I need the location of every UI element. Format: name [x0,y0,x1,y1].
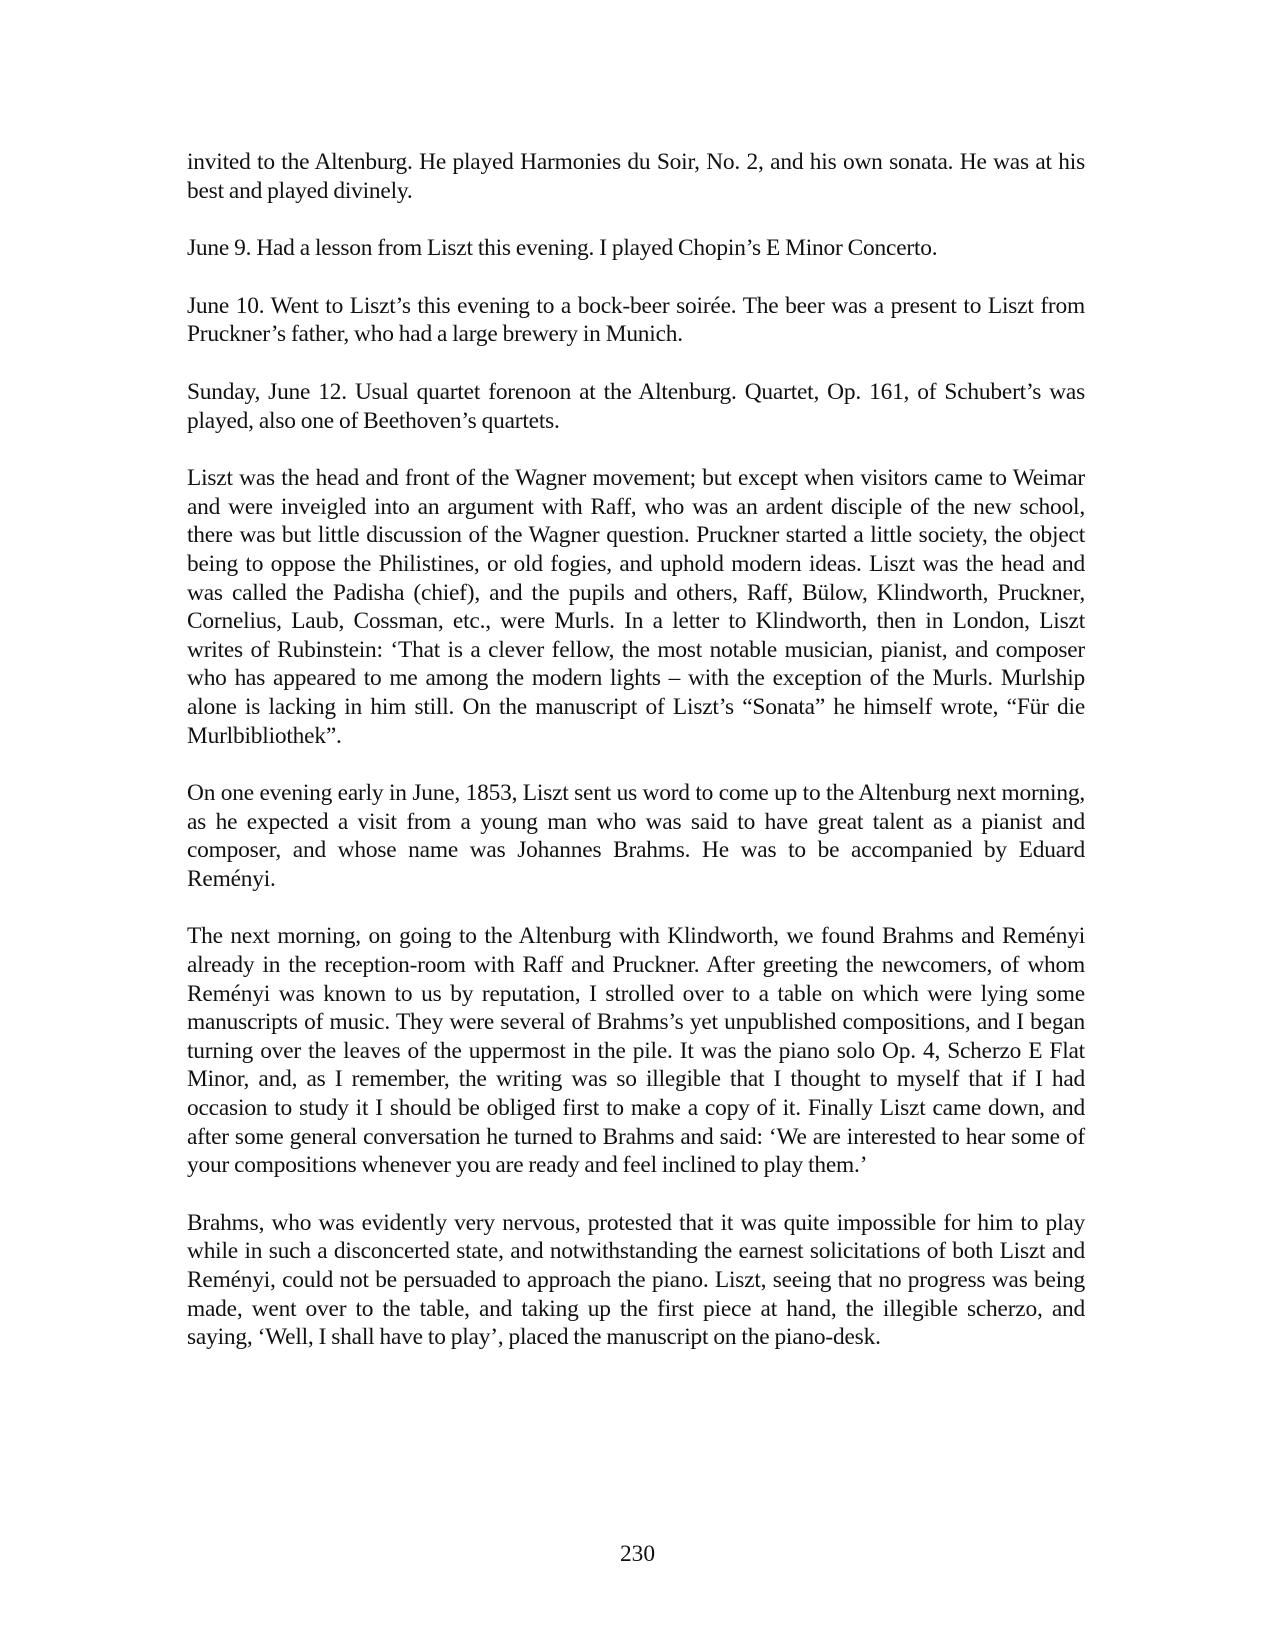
page-number: 230 [619,1541,656,1567]
paragraph-june-10: June 10. Went to Liszt’s this evening to a bock-beer soirée. The beer was a present to Liszt from Pruckner’s father, who had a large brewery in Munich. [187,292,1085,348]
paragraph-june-9: June 9. Had a lesson from Liszt this evening. I played Chopin’s E Minor Concerto. [187,235,938,262]
paragraph-wagner-movement: Liszt was the head and front of the Wagner movement; but except when visitors came to Weimar and were inveigled into an argument with Raff, who was an ardent disciple of the new school, there was but little discussion of the Wagner question. Pruckner started a little society, the object being to oppose the Philistines, or old fogies, and uphold modern ideas. Liszt was the head and was called the Padisha (chief), and the pupils and others, Raff, Bülow, Klindworth, Pruckner, Cornelius, Laub, Cossman, etc., were Murls. In a letter to Klindworth, then in London, Liszt writes of Rubinstein: ‘That is a clever fellow, the most notable musician, pianist, and composer who has appeared to me among the modern lights – with the exception of the Murls. Murlship alone is lacking in him still. On the manuscript of Liszt’s “Sonata” he himself wrote, “Für die Murlbibliothek”. [187,465,1085,749]
paragraph-brahms-nervous: Brahms, who was evidently very nervous, protested that it was quite impossible for him to play while in such a disconcerted state, and notwithstanding the earnest solicitations of both Liszt and Reményi, could not be persuaded to approach the piano. Liszt, seeing that no progress was being made, went over to the table, and taking up the first piece at hand, the illegible scherzo, and saying, ‘Well, I shall have to play’, placed the manuscript on the piano-desk. [187,1209,1085,1351]
body-text [187,148,1085,1381]
paragraph-june-12: Sunday, June 12. Usual quartet forenoon at the Altenburg. Quartet, Op. 161, of Schubert’s was played, also one of Beethoven’s quartets. [187,378,1085,434]
paragraph-brahms-invitation: On one evening early in June, 1853, Liszt sent us word to come up to the Altenburg next morning, as he expected a visit from a young man who was said to have great talent as a pianist and composer, and whose name was Johannes Brahms. He was to be accompanied by Eduard Reményi. [187,780,1085,892]
paragraph-altenburg-visit: invited to the Altenburg. He played Harmonies du Soir, No. 2, and his own sonata. He was at his best and played divinely. [187,149,1085,204]
paragraph-next-morning: The next morning, on going to the Altenburg with Klindworth, we found Brahms and Reményi already in the reception-room with Raff and Pruckner. After greeting the newcomers, of whom Reményi was known to us by reputation, I strolled over to a table on which were lying some manuscripts of music. They were several of Brahms’s yet unpublished compositions, and I began turning over the leaves of the uppermost in the pile. It was the piano solo Op. 4, Scherzo E Flat Minor, and, as I remember, the writing was so illegible that I thought to myself that if I had occasion to study it I should be obliged first to make a copy of it. Finally Liszt came down, and after some general conversation he turned to Brahms and said: ‘We are interested to hear some of your compositions whenever you are ready and feel inclined to play them.’ [187,923,1085,1179]
